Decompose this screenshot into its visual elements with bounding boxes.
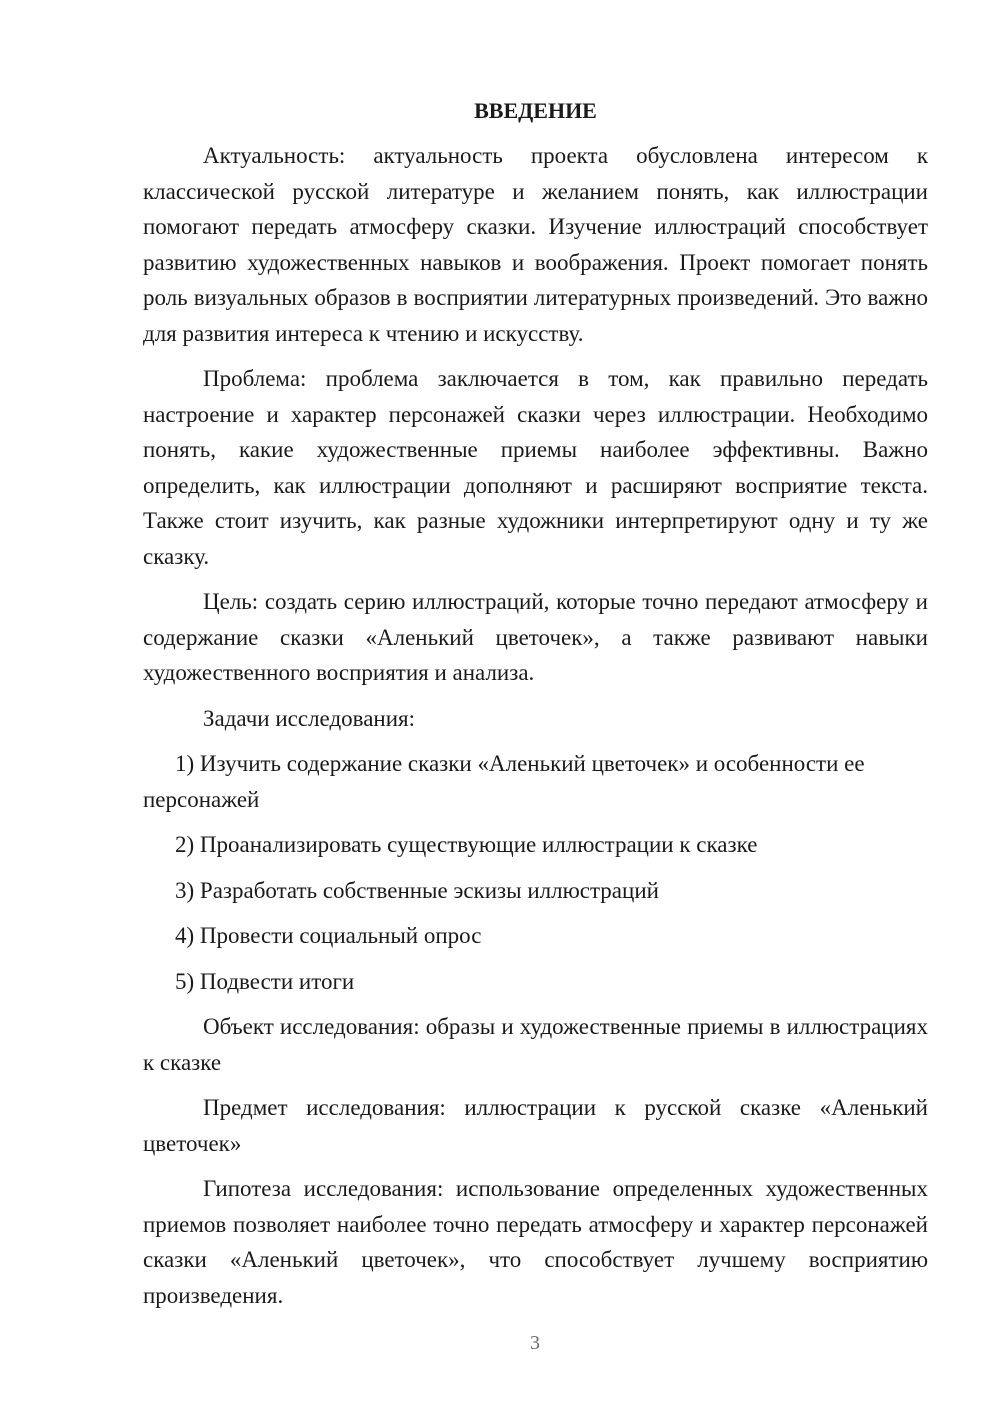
- hypothesis-paragraph: Гипотеза исследования: использование определенных художественных приемов позволяет наиболее точно передать атмосферу и характер персонажей сказки «Аленький цветочек», что способствует лучшему восприятию произведения.: [143, 1176, 928, 1308]
- relevance-paragraph: Актуальность: актуальность проекта обусловлена интересом к классической русской литературе и желанием понять, как иллюстрации помогают передать атмосферу сказки. Изучение иллюстраций способствует развитию художественных навыков и воображения. Проект помогает понять роль визуальных образов в восприятии литературных произведений. Это важно для развития интереса к чтению и искусству.: [143, 143, 928, 346]
- task-item-5: 5) Подвести итоги: [175, 968, 355, 994]
- subject-paragraph: Предмет исследования: иллюстрации к русской сказке «Аленький цветочек»: [143, 1095, 928, 1156]
- task-item-3: 3) Разработать собственные эскизы иллюстраций: [175, 877, 659, 903]
- page-content: [143, 95, 928, 1323]
- goal-paragraph: Цель: создать серию иллюстраций, которые точно передают атмосферу и содержание сказки «Аленький цветочек», а также развивают навыки художественного восприятия и анализа.: [143, 589, 928, 685]
- problem-paragraph: Проблема: проблема заключается в том, как правильно передать настроение и характер персонажей сказки через иллюстрации. Необходимо понять, какие художественные приемы наиболее эффективны. Важно определить, как иллюстрации дополняют и расширяют восприятие текста. Также стоит изучить, как разные художники интерпретируют одну и ту же сказку.: [143, 366, 928, 569]
- tasks-heading: Задачи исследования:: [203, 705, 416, 731]
- task-item-1: 1) Изучить содержание сказки «Аленький цветочек» и особенности ее персонажей: [143, 751, 865, 812]
- section-title: ВВЕДЕНИЕ: [474, 98, 597, 123]
- task-item-2: 2) Проанализировать существующие иллюстрации к сказке: [175, 832, 758, 857]
- task-item-4: 4) Провести социальный опрос: [175, 923, 482, 948]
- object-paragraph: Объект исследования: образы и художественные приемы в иллюстрациях к сказке: [143, 1014, 928, 1075]
- page-number: 3: [530, 1332, 540, 1354]
